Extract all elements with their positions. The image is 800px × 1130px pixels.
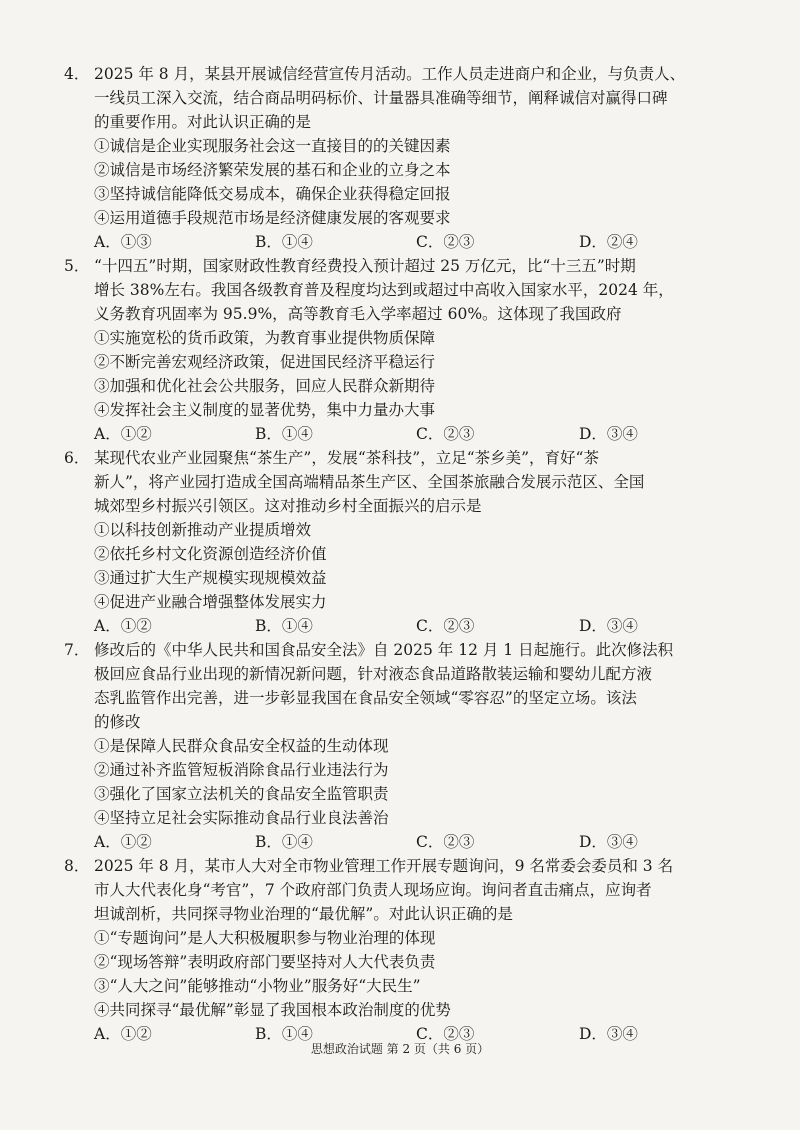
answer-choice[interactable]: B．①④ xyxy=(255,1025,313,1043)
answer-choice[interactable]: D．③④ xyxy=(579,833,638,851)
indent-spacer xyxy=(64,662,94,686)
indent-spacer xyxy=(64,686,94,710)
question-stem-line xyxy=(64,638,726,662)
answer-choice[interactable]: B．①④ xyxy=(255,425,313,443)
question-stem-text: 极回应食品行业出现的新情况新问题，针对液态食品道路散装运输和婴幼儿配方液 xyxy=(94,665,653,683)
answer-choice[interactable]: D．③④ xyxy=(579,1025,638,1043)
indent-spacer xyxy=(64,878,94,902)
question-stem-line xyxy=(94,110,726,134)
statement-option: ③坚持诚信能降低交易成本，确保企业获得稳定回报 xyxy=(94,185,451,203)
statement-option: ③加强和优化社会公共服务，回应人民群众新期待 xyxy=(94,377,436,395)
question-stem-text: 的修改 xyxy=(94,713,141,731)
statement-option: ②通过补齐监管短板消除食品行业违法行为 xyxy=(94,761,389,779)
statement-option: ④共同探寻“最优解”彰显了我国根本政治制度的优势 xyxy=(94,1001,451,1019)
question-stem-line xyxy=(94,902,726,926)
answer-choice[interactable]: C．②③ xyxy=(416,425,475,443)
answer-choice[interactable]: D．③④ xyxy=(579,425,638,443)
question-stem-text: 义务教育巩固率为 95.9%，高等教育毛入学率超过 60%。这体现了我国政府 xyxy=(94,305,622,323)
statement-option: ④坚持立足社会实际推动食品行业良法善治 xyxy=(94,809,389,827)
statement-option: ③“人大之问”能够推动“小物业”服务好“大民生” xyxy=(94,977,421,995)
question-stem-line xyxy=(94,494,726,518)
question-stem-line xyxy=(94,302,726,326)
question-stem-line xyxy=(94,662,726,686)
page-footer: 思想政治试题 第 2 页（共 6 页） xyxy=(310,1042,490,1056)
indent-spacer xyxy=(64,110,94,134)
question-stem-line xyxy=(64,446,726,470)
question-number: 7． xyxy=(64,641,90,659)
answer-choices xyxy=(94,422,726,446)
statement-option: ②“现场答辩”表明政府部门要坚持对人大代表负责 xyxy=(94,953,436,971)
question-number: 5． xyxy=(64,257,90,275)
statement-option: ①是保障人民群众食品安全权益的生动体现 xyxy=(94,737,389,755)
statement-option: ③强化了国家立法机关的食品安全监管职责 xyxy=(94,785,389,803)
question-stem-line xyxy=(94,86,726,110)
answer-choice[interactable]: A．①② xyxy=(94,1025,152,1043)
question-stem-text: 新人”，将产业园打造成全国高端精品茶生产区、全国茶旅融合发展示范区、全国 xyxy=(94,473,645,491)
question-stem-line xyxy=(94,686,726,710)
statement-option: ④促进产业融合增强整体发展实力 xyxy=(94,593,327,611)
statement-option: ①诚信是企业实现服务社会这一直接目的的关键因素 xyxy=(94,137,451,155)
statement-option: ①实施宽松的货币政策，为教育事业提供物质保障 xyxy=(94,329,436,347)
question-7 xyxy=(64,638,726,854)
answer-choice[interactable]: D．②④ xyxy=(579,233,638,251)
answer-choice[interactable]: C．②③ xyxy=(416,617,475,635)
statement-option: ④运用道德手段规范市场是经济健康发展的客观要求 xyxy=(94,209,451,227)
answer-choice[interactable]: C．②③ xyxy=(416,833,475,851)
question-stem-text: 的重要作用。对此认识正确的是 xyxy=(94,113,312,131)
question-stem-text: 某现代农业产业园聚焦“茶生产”，发展“茶科技”，立足“茶乡美”，育好“茶 xyxy=(94,449,599,467)
question-stem-text: 增长 38%左右。我国各级教育普及程度均达到或超过中高收入国家水平，2024 年， xyxy=(94,281,674,299)
question-list xyxy=(64,62,726,1046)
answer-choice[interactable]: B．①④ xyxy=(255,233,313,251)
question-stem-text: 2025 年 8 月，某县开展诚信经营宣传月活动。工作人员走进商户和企业，与负责人、 xyxy=(94,65,686,83)
indent-spacer xyxy=(64,494,94,518)
question-stem-line xyxy=(94,878,726,902)
question-stem-line xyxy=(94,710,726,734)
answer-choice[interactable]: A．①② xyxy=(94,425,152,443)
answer-choice[interactable]: A．①③ xyxy=(94,233,152,251)
question-stem-text: 坦诚剖析，共同探寻物业治理的“最优解”。对此认识正确的是 xyxy=(94,905,513,923)
question-4 xyxy=(64,62,726,254)
question-5 xyxy=(64,254,726,446)
answer-choice[interactable]: C．②③ xyxy=(416,233,475,251)
question-stem-text: 市人大代表化身“考官”，7 个政府部门负责人现场应询。询问者直击痛点，应询者 xyxy=(94,881,652,899)
answer-choices xyxy=(94,614,726,638)
question-stem-text: 城郊型乡村振兴引领区。这对推动乡村全面振兴的启示是 xyxy=(94,497,482,515)
question-stem-line xyxy=(64,254,726,278)
indent-spacer xyxy=(64,710,94,734)
answer-choices xyxy=(94,230,726,254)
indent-spacer xyxy=(64,302,94,326)
statement-option: ④发挥社会主义制度的显著优势，集中力量办大事 xyxy=(94,401,436,419)
question-stem-text: 2025 年 8 月，某市人大对全市物业管理工作开展专题询问，9 名常委会委员和 3 名 xyxy=(94,857,674,875)
answer-choice[interactable]: D．③④ xyxy=(579,617,638,635)
question-stem-line xyxy=(64,854,726,878)
statement-option: ②不断完善宏观经济政策，促进国民经济平稳运行 xyxy=(94,353,436,371)
question-8 xyxy=(64,854,726,1046)
statement-option: ③通过扩大生产规模实现规模效益 xyxy=(94,569,327,587)
question-stem-text: 修改后的《中华人民共和国食品安全法》自 2025 年 12 月 1 日起施行。此次修法积 xyxy=(94,641,674,659)
answer-choices xyxy=(94,830,726,854)
answer-choice[interactable]: A．①② xyxy=(94,617,152,635)
statement-option: ①以科技创新推动产业提质增效 xyxy=(94,521,312,539)
answer-choice[interactable]: A．①② xyxy=(94,833,152,851)
question-stem-line xyxy=(64,62,726,86)
answer-choice[interactable]: B．①④ xyxy=(255,617,313,635)
indent-spacer xyxy=(64,86,94,110)
question-number: 8． xyxy=(64,857,90,875)
answer-choice[interactable]: C．②③ xyxy=(416,1025,475,1043)
statement-option: ①“专题询问”是人大积极履职参与物业治理的体现 xyxy=(94,929,436,947)
statement-option: ②依托乡村文化资源创造经济价值 xyxy=(94,545,327,563)
question-6 xyxy=(64,446,726,638)
question-number: 4． xyxy=(64,65,90,83)
question-stem-line xyxy=(94,278,726,302)
indent-spacer xyxy=(64,902,94,926)
indent-spacer xyxy=(64,278,94,302)
question-stem-text: 态乳监管作出完善，进一步彰显我国在食品安全领域“零容忍”的坚定立场。该法 xyxy=(94,689,637,707)
question-stem-text: 一线员工深入交流，结合商品明码标价、计量器具准确等细节，阐释诚信对赢得口碑 xyxy=(94,89,668,107)
indent-spacer xyxy=(64,470,94,494)
statement-option: ②诚信是市场经济繁荣发展的基石和企业的立身之本 xyxy=(94,161,451,179)
question-stem-text: “十四五”时期，国家财政性教育经费投入预计超过 25 万亿元，比“十三五”时期 xyxy=(94,257,636,275)
answer-choice[interactable]: B．①④ xyxy=(255,833,313,851)
question-stem-line xyxy=(94,470,726,494)
question-number: 6． xyxy=(64,449,90,467)
